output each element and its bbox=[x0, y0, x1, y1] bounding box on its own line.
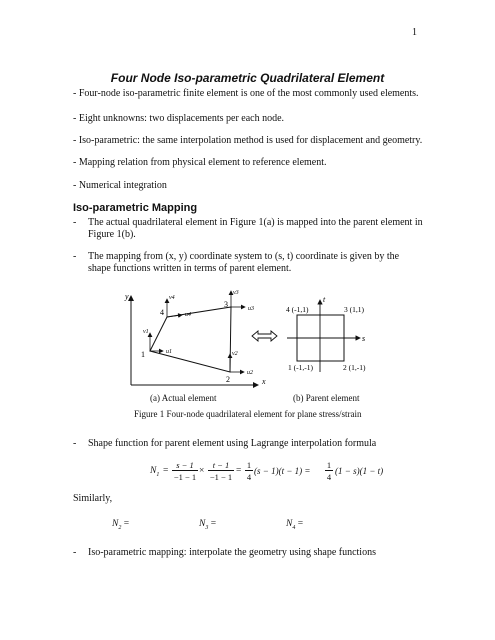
bullet-text: Shape function for parent element using Lagrange interpolation formula bbox=[88, 438, 377, 449]
figure-caption: Figure 1 Four-node quadrilateral element for plane stress/strain bbox=[134, 409, 362, 419]
intro-point: - Four-node iso-parametric finite element is one of the most commonly used elements. bbox=[73, 88, 419, 99]
bullet-dash: - bbox=[73, 251, 77, 262]
node-label: 1 bbox=[141, 350, 145, 359]
t-axis-label: t bbox=[323, 295, 326, 304]
dof-label: v4 bbox=[169, 295, 175, 301]
page-title: Four Node Iso-parametric Quadrilateral Element bbox=[110, 71, 385, 85]
dof-label: u4 bbox=[185, 312, 191, 318]
y-axis-label: y bbox=[125, 292, 129, 301]
corner-label: 3 (1,1) bbox=[344, 305, 364, 314]
s-axis-label: s bbox=[362, 334, 366, 343]
intro-point: - Eight unknowns: two displacements per each node. bbox=[73, 113, 285, 124]
similarly-text: Similarly, bbox=[73, 493, 113, 504]
formula-tail: (1 − s)(1 − t) bbox=[335, 466, 384, 476]
section-heading: Iso-parametric Mapping bbox=[73, 202, 198, 214]
intro-point: - Mapping relation from physical element to reference element. bbox=[73, 157, 327, 168]
formula-lhs: $N_1$ bbox=[150, 466, 160, 478]
dof-label: u1 bbox=[166, 349, 172, 355]
bullet-text: Iso-parametric mapping: interpolate the geometry using shape functions bbox=[88, 547, 376, 558]
dof-label: u3 bbox=[248, 306, 254, 312]
bullet-dash: - bbox=[73, 547, 77, 558]
n4-formula: $N_4$ = bbox=[286, 519, 304, 531]
caption-b: (b) Parent element bbox=[293, 393, 360, 403]
intro-point: - Iso-parametric: the same interpolation method is used for displacement and geometry. bbox=[73, 135, 423, 146]
caption-a: (a) Actual element bbox=[150, 393, 217, 403]
dof-label: v3 bbox=[233, 290, 239, 296]
bullet-text: The actual quadrilateral element in Figure 1(a) is mapped into the parent element in Figure 1(b). bbox=[88, 217, 423, 240]
parent-element bbox=[286, 295, 366, 372]
n3-formula: $N_3$ = bbox=[199, 519, 217, 531]
page-number: 1 bbox=[412, 27, 417, 38]
node-label: 4 bbox=[160, 308, 164, 317]
node-label: 2 bbox=[226, 375, 230, 384]
corner-label: 2 (1,-1) bbox=[343, 363, 366, 372]
dof-label: u2 bbox=[247, 370, 253, 376]
mapping-arrow-icon bbox=[252, 331, 277, 341]
bullet-text: The mapping from (x, y) coordinate system to (s, t) coordinate is given by the shape functions written in terms of parent element. bbox=[88, 251, 400, 274]
intro-point: - Numerical integration bbox=[73, 180, 167, 191]
n1-formula: $N_1$ = s − 1 −1 − 1 × t − 1 −1 − 1 = 1 4 (s − 1)(t − 1) = 1 4 bbox=[150, 460, 332, 482]
u4-arrow bbox=[167, 315, 182, 317]
n2-formula: $N_2$ = bbox=[112, 519, 130, 531]
bullet-dash: - bbox=[73, 438, 77, 449]
bullet-dash: - bbox=[73, 217, 77, 228]
corner-label: 4 (-1,1) bbox=[286, 305, 309, 314]
node-label: 3 bbox=[224, 300, 228, 309]
dof-label: v1 bbox=[143, 329, 149, 335]
dof-label: v2 bbox=[232, 351, 238, 357]
corner-label: 1 (-1,-1) bbox=[288, 363, 313, 372]
actual-element bbox=[124, 290, 266, 386]
x-axis-label: x bbox=[262, 377, 266, 386]
